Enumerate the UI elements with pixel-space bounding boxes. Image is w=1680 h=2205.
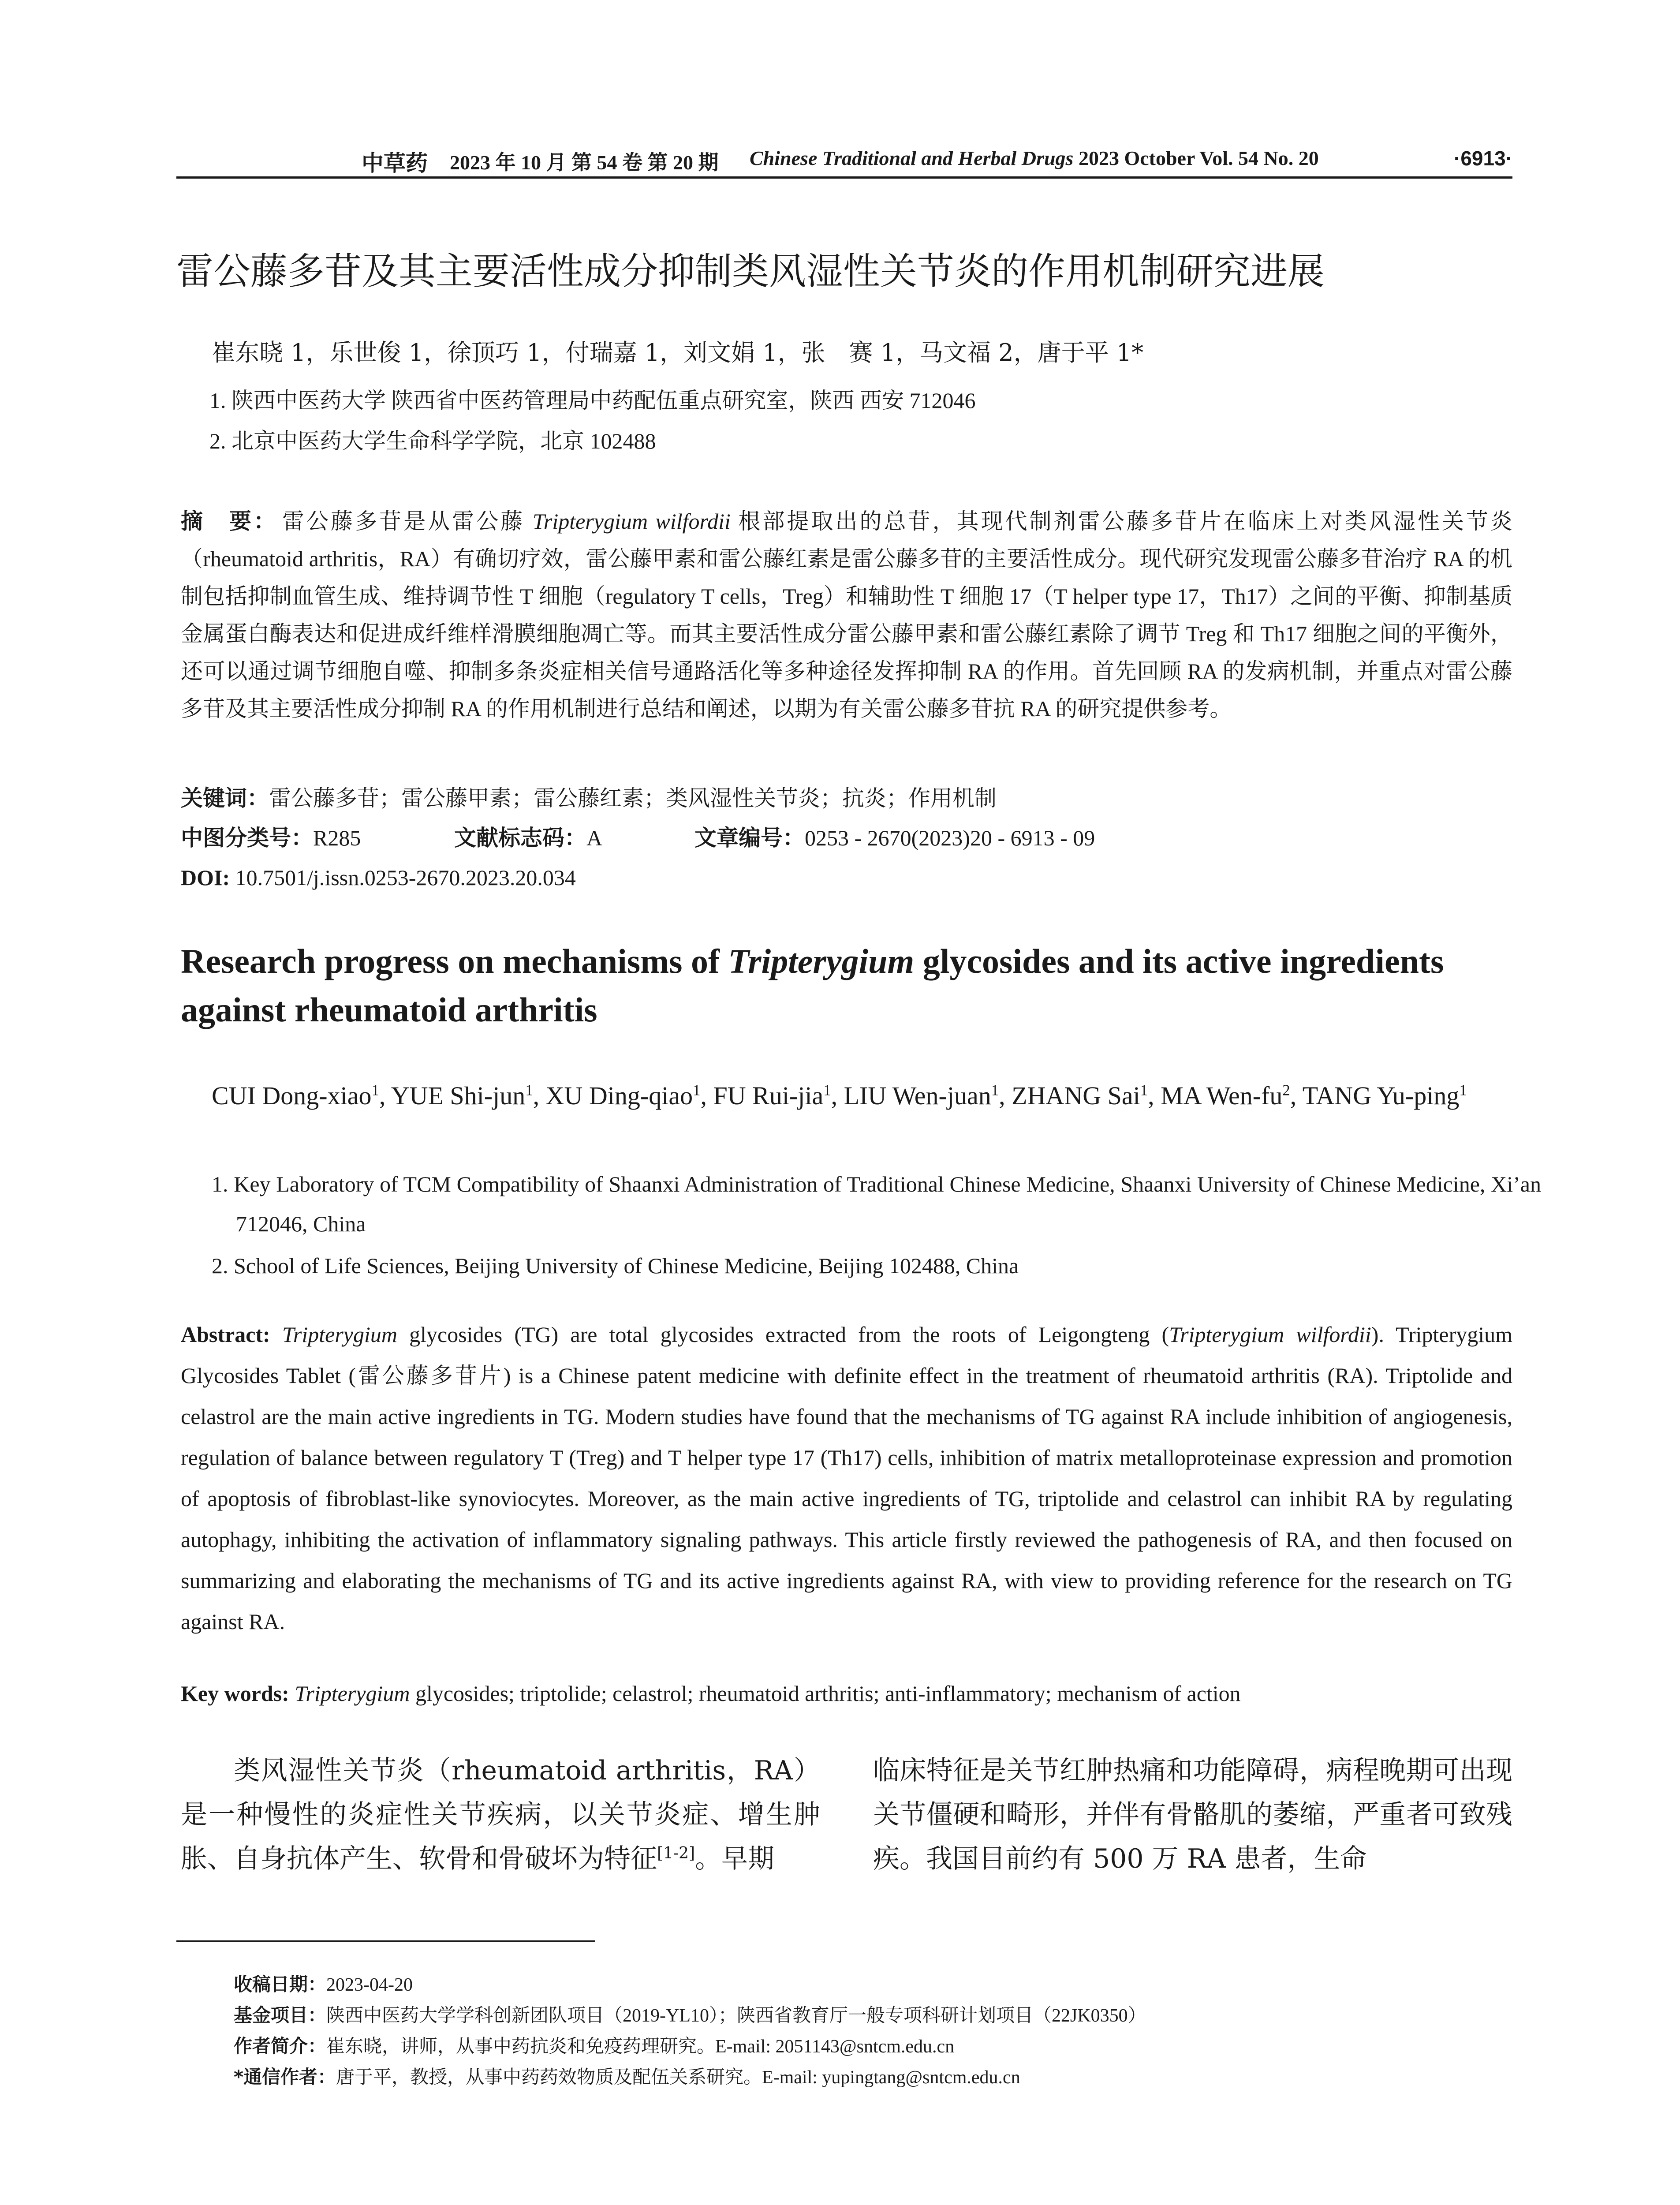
clc-value: R285	[313, 826, 361, 850]
issue-info-en-text: 2023 October Vol. 54 No. 20	[1078, 147, 1319, 169]
author-en-affiliation: 1	[1459, 1081, 1467, 1099]
footnote-author-bio	[234, 2033, 954, 2060]
author-en: MA Wen-fu	[1161, 1081, 1283, 1110]
footnote-text: 崔东晓，讲师，从事中药抗炎和免疫药理研究。E-mail: 2051143@sntcm.edu.cn	[326, 2037, 955, 2057]
affiliation-en-2: 2. School of Life Sciences, Beijing University of Chinese Medicine, Beijing 102488, China	[212, 1253, 1019, 1278]
author-en-affiliation: 1	[693, 1081, 701, 1099]
author-en: YUE Shi-jun	[391, 1081, 526, 1110]
footnote-label: 作者简介：	[234, 2035, 327, 2057]
article-no-value: 0253 - 2670(2023)20 - 6913 - 09	[805, 826, 1095, 850]
abstract-cn-latin: Tripterygium wilfordii	[532, 509, 731, 534]
author-en: LIU Wen-juan	[844, 1081, 991, 1110]
abstract-en-text-2: ). Tripterygium Glycosides Tablet (雷公藤多苷片) is a Chinese patent medicine with definite effect in the treatment of rheumatoid arthritis (RA). Triptolide and celastrol are the main active ingredients in TG. Modern studies have found that the mechanisms of TG against RA include inhibition of angiogenesis, regulation of balance between regulatory T (Treg) and T helper type 17 (Th17) cells, inhibition of matrix metalloproteinase expression and promotion of apoptosis of fibroblast-like synoviocytes. Moreover, as the main active ingredients of TG, triptolide and celastrol can inhibit RA by regulating autophagy, inhibiting the activation of inflammatory signaling pathways. This article firstly reviewed the pathogenesis of RA, and then focused on summarizing and elaborating the mechanisms of TG and its active ingredients against RA, with view to providing reference for the research on TG against RA.	[181, 1322, 1513, 1634]
page-number: ·6913·	[1454, 147, 1512, 170]
abstract-en-text-1: glycosides (TG) are total glycosides extracted from the roots of Leigongteng (	[397, 1322, 1169, 1347]
classification-line	[181, 820, 1095, 856]
footnote-funding	[234, 2002, 1146, 2029]
keywords-cn-text: 雷公藤多苷；雷公藤甲素；雷公藤红素；类风湿性关节炎；抗炎；作用机制	[269, 786, 997, 811]
footnote-text: 2023-04-20	[326, 1975, 413, 1995]
journal-name-en: Chinese Traditional and Herbal Drugs	[750, 147, 1074, 169]
author-en: ZHANG Sai	[1012, 1081, 1140, 1110]
header-rule	[176, 176, 1512, 179]
keywords-cn	[181, 781, 997, 816]
clc-label: 中图分类号：	[181, 825, 313, 851]
keywords-en	[181, 1676, 1241, 1711]
author-en-affiliation: 1	[991, 1081, 999, 1099]
footnote-label: 收稿日期：	[234, 1973, 327, 1995]
title-en-part-2: glycosides and its active ingredients against rheumatoid arthritis	[181, 942, 1444, 1029]
abstract-cn-text-2: 根部提取出的总苷，其现代制剂雷公藤多苷片在临床上对类风湿性关节炎（rheumatoid arthritis，RA）有确切疗效，雷公藤甲素和雷公藤红素是雷公藤多苷的主要活性成分。现代研究发现雷公藤多苷治疗 RA 的机制包括抑制血管生成、维持调节性 T 细胞（regulatory T cells，Treg）和辅助性 T 细胞 17（T helper type 17，Th17）之间的平衡、抑制基质金属蛋白酶表达和促进成纤维样滑膜细胞凋亡等。而其主要活性成分雷公藤甲素和雷公藤红素除了调节 Treg 和 Th17 细胞之间的平衡外，还可以通过调节细胞自噬、抑制多条炎症相关信号通路活化等多种途径发挥抑制 RA 的作用。首先回顾 RA 的发病机制，并重点对雷公藤多苷及其主要活性成分抑制 RA 的作用机制进行总结和阐述，以期为有关雷公藤多苷抗 RA 的研究提供参考。	[181, 509, 1513, 721]
doc-code-value: A	[586, 826, 603, 850]
body-left-text-1: 类风湿性关节炎（rheumatoid arthritis，RA）是一种慢性的炎症性关节疾病，以关节炎症、增生肿胀、自身抗体产生、软骨和骨破坏为特征	[181, 1755, 820, 1874]
author-en-affiliation: 1	[823, 1081, 831, 1099]
abstract-en	[181, 1314, 1512, 1642]
footnote-received	[234, 1971, 413, 1998]
issue-info-en	[750, 146, 1319, 170]
authors-cn: 崔东晓 1，乐世俊 1，徐顶巧 1，付瑞嘉 1，刘文娟 1，张 赛 1，马文福 2，唐于平 1*	[212, 339, 1144, 366]
issue-info-cn: 2023 年 10 月 第 54 卷 第 20 期	[450, 151, 719, 174]
abstract-cn	[181, 503, 1512, 728]
author-en-affiliation: 1	[371, 1081, 379, 1099]
affiliation-cn-2: 2. 北京中医药大学生命科学学院，北京 102488	[209, 429, 656, 453]
abstract-en-italic-2: Tripterygium wilfordii	[1169, 1322, 1371, 1347]
author-en-affiliation: 1	[525, 1081, 533, 1099]
author-en: XU Ding-qiao	[545, 1081, 693, 1110]
doi-label: DOI:	[181, 865, 230, 890]
author-en: TANG Yu-ping	[1302, 1081, 1460, 1110]
body-column-right: 临床特征是关节红肿热痛和功能障碍，病程晚期可出现关节僵硬和畸形，并伴有骨骼肌的萎缩，严重者可致残疾。我国目前约有 500 万 RA 患者，生命	[873, 1755, 1512, 1874]
article-no-label: 文章编号：	[694, 825, 805, 851]
author-en-affiliation: 2	[1282, 1081, 1290, 1099]
footnote-label: *通信作者：	[234, 2066, 336, 2088]
footnote-rule	[176, 1940, 595, 1942]
footnote-text: 陕西中医药大学学科创新团队项目（2019-YL10）；陕西省教育厅一般专项科研计划项目（22JK0350）	[326, 2006, 1146, 2026]
title-en-italic: Tripterygium	[728, 942, 915, 980]
abstract-cn-label: 摘 要：	[181, 508, 278, 534]
title-cn: 雷公藤多苷及其主要活性成分抑制类风湿性关节炎的作用机制研究进展	[176, 250, 1325, 293]
keywords-en-label: Key words:	[181, 1681, 289, 1706]
abstract-en-italic-1: Tripterygium	[282, 1322, 397, 1347]
affiliation-cn-1: 1. 陕西中医药大学 陕西省中医药管理局中药配伍重点研究室，陕西 西安 712046	[209, 388, 976, 413]
footnote-corresponding-author	[234, 2064, 1020, 2091]
body-left-text-2: 。早期	[695, 1843, 775, 1874]
footnote-text: 唐于平，教授，从事中药药效物质及配伍关系研究。E-mail: yupingtang@sntcm.edu.cn	[336, 2067, 1020, 2088]
authors-en: CUI Dong-xiao$^1$, YUE Shi-jun$^1$, XU Ding-qiao$^1$, FU Rui-jia$^1$, LIU Wen-juan$^1$, ZHANG Sai$^1$, MA Wen-$fu^2$, TANG Yu-ping$^1$	[212, 1081, 1467, 1110]
title-en-part-1: Research progress on mechanisms of	[181, 942, 728, 980]
author-en: FU Rui-jia	[713, 1081, 824, 1110]
keywords-en-italic: Tripterygium	[295, 1681, 410, 1706]
author-en-affiliation: 1	[1140, 1081, 1148, 1099]
body-column-left	[181, 1749, 820, 1881]
keywords-cn-label: 关键词：	[181, 785, 269, 811]
abstract-en-label: Abstract:	[181, 1322, 270, 1347]
footnote-label: 基金项目：	[234, 2004, 327, 2026]
title-en	[181, 937, 1512, 1034]
doi-value[interactable]: 10.7501/j.issn.0253-2670.2023.20.034	[235, 865, 576, 890]
doc-code-label: 文献标志码：	[454, 825, 586, 851]
keywords-en-text: glycosides; triptolide; celastrol; rheumatoid arthritis; anti-inflammatory; mechanism of action	[410, 1681, 1241, 1706]
author-en: CUI Dong-xiao	[212, 1081, 372, 1110]
doi-line	[181, 860, 576, 895]
abstract-cn-text-1: 雷公藤多苷是从雷公藤	[282, 509, 533, 534]
affiliation-en-1: 1. Key Laboratory of TCM Compatibility of Shaanxi Administration of Traditional Chinese Medicine, Shaanxi University of Chinese Medicine, Xi’an 712046, China	[212, 1172, 1541, 1236]
journal-name-cn: 中草药	[362, 150, 428, 176]
running-header	[176, 141, 1512, 176]
citation-ref[interactable]: [1-2]	[657, 1844, 695, 1862]
